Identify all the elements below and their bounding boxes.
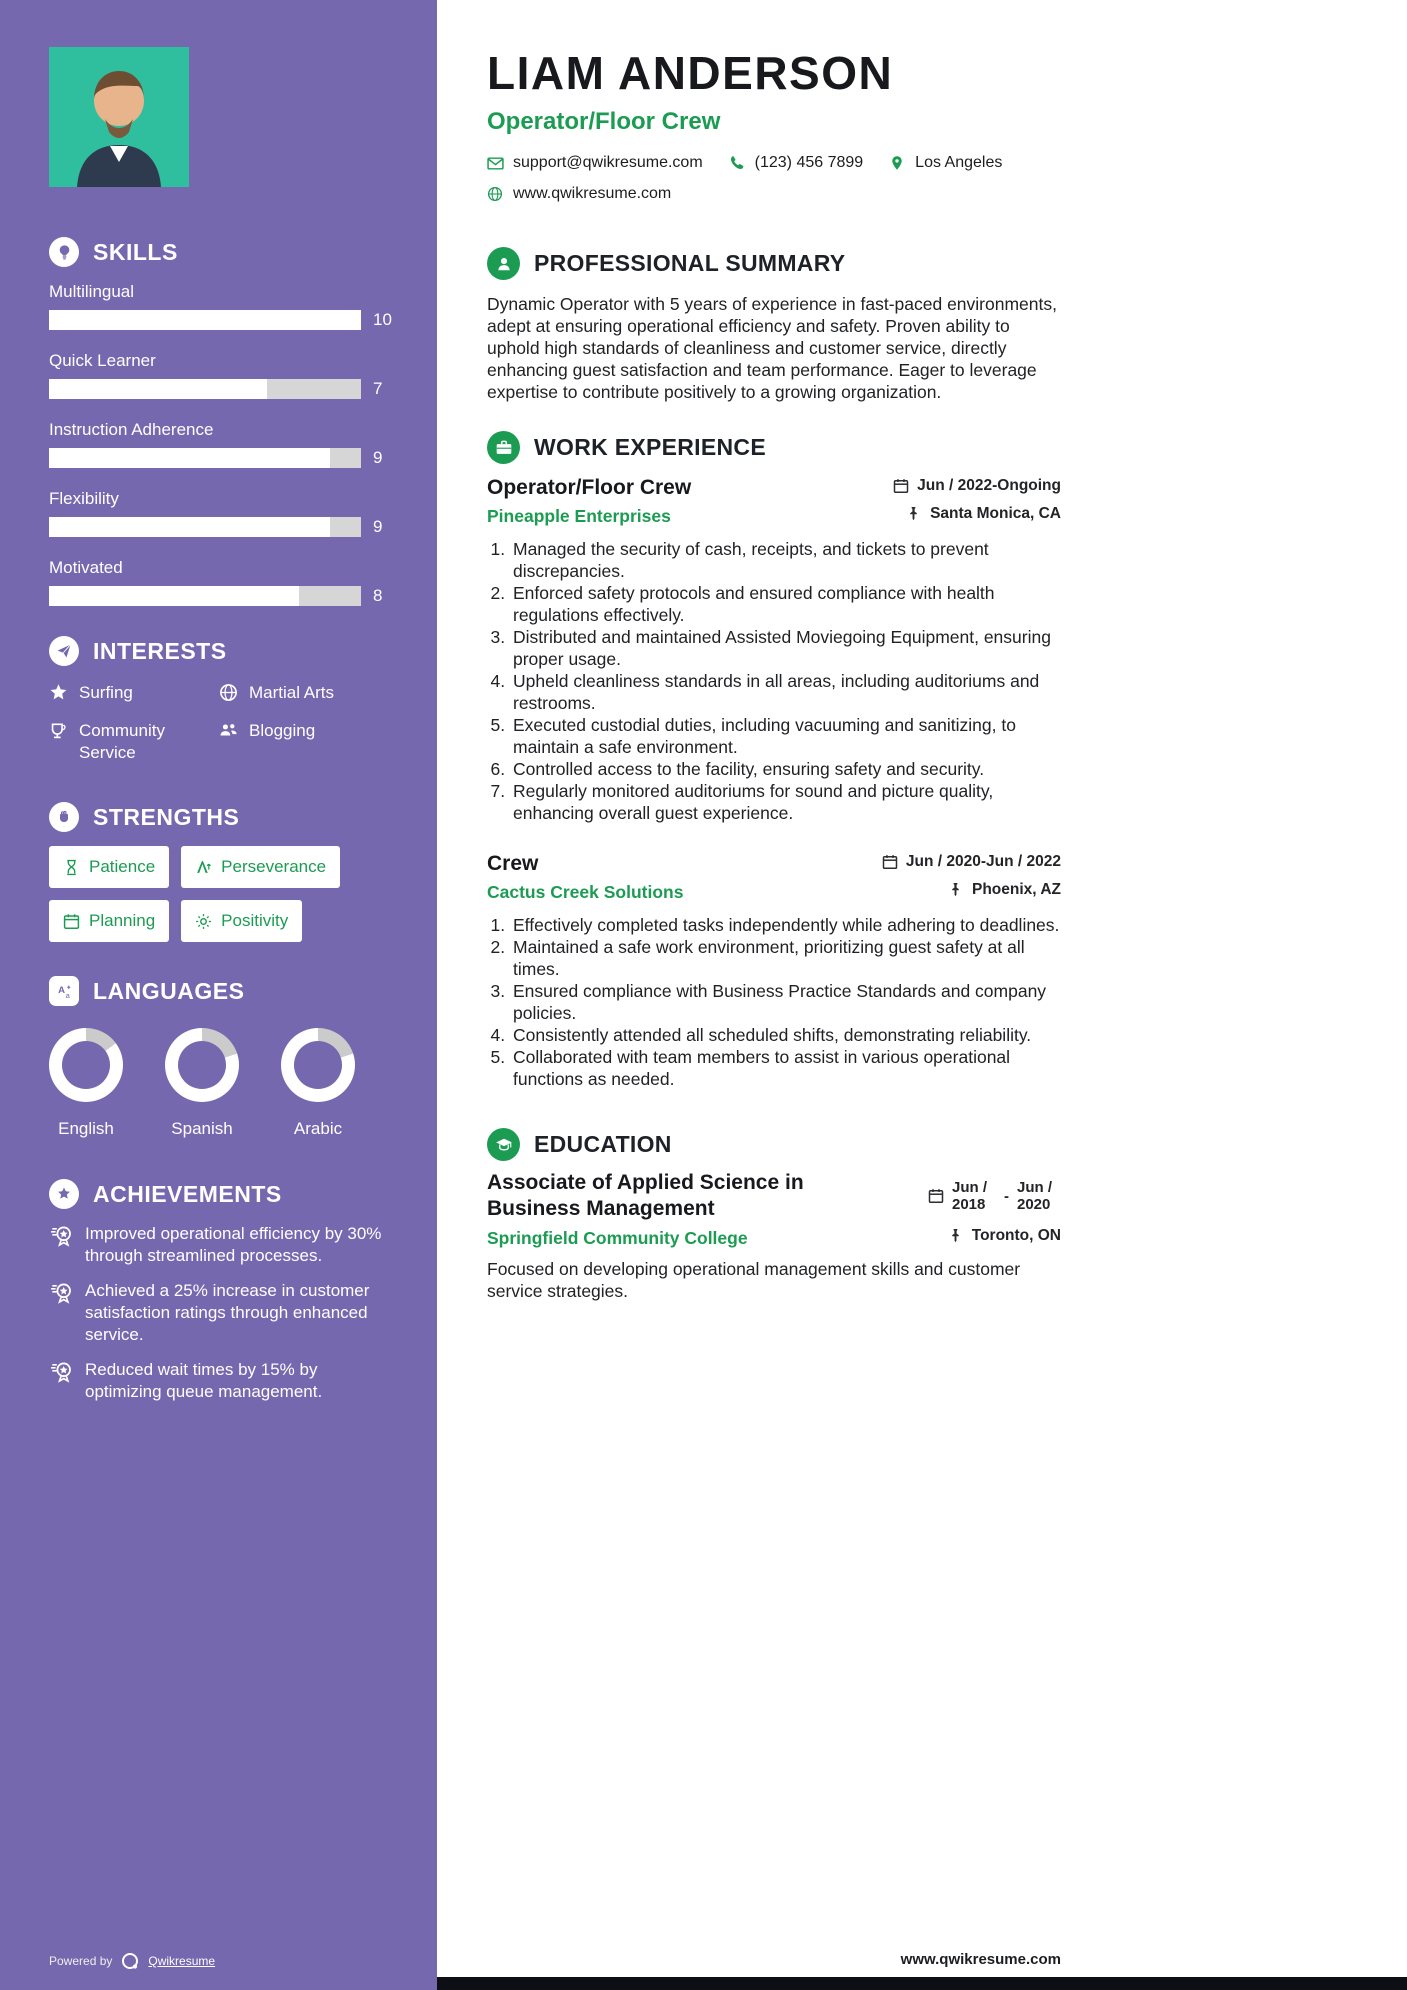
profile-photo-illustration bbox=[49, 47, 189, 187]
website-text: www.qwikresume.com bbox=[513, 185, 672, 202]
map-pin-icon bbox=[889, 155, 906, 172]
star-icon bbox=[49, 683, 68, 702]
job-dates-text: Jun / 2020-Jun / 2022 bbox=[905, 853, 1061, 870]
achievement-list bbox=[49, 1223, 393, 1403]
resume-job-title: Operator/Floor Crew bbox=[487, 108, 721, 135]
phone-text: (123) 456 7899 bbox=[754, 154, 864, 171]
email-item[interactable] bbox=[487, 154, 703, 172]
skill-bar-fill bbox=[49, 517, 330, 537]
interest-item bbox=[49, 682, 219, 704]
languages-section bbox=[49, 976, 393, 1139]
achievements-title: ACHIEVEMENTS bbox=[93, 1180, 282, 1207]
strength-list bbox=[49, 846, 379, 942]
letter-a-icon bbox=[195, 859, 212, 876]
strength-label: Perseverance bbox=[221, 857, 327, 876]
language-label: Arabic bbox=[293, 1119, 343, 1138]
languages-title: LANGUAGES bbox=[93, 977, 245, 1004]
skill-value: 7 bbox=[373, 379, 383, 398]
powered-by-label: Powered by bbox=[49, 1954, 113, 1968]
school-location-text: Toronto, ON bbox=[971, 1227, 1061, 1244]
interests-header bbox=[49, 636, 393, 666]
pushpin-icon bbox=[948, 1228, 964, 1244]
job-bullet: 4. Upheld cleanliness standards in all areas, including auditoriums and restrooms. bbox=[510, 670, 1061, 714]
interest-label: Community Service bbox=[79, 721, 165, 762]
work-experience-section bbox=[487, 431, 1061, 1090]
svg-text:A: A bbox=[57, 984, 65, 996]
work-experience-title: WORK EXPERIENCE bbox=[534, 434, 766, 460]
skill-bar bbox=[49, 379, 361, 399]
skill-name: Multilingual bbox=[49, 282, 135, 301]
achievements-section bbox=[49, 1179, 393, 1403]
job-entry bbox=[487, 476, 1061, 824]
skills-section bbox=[49, 237, 393, 606]
pushpin-icon bbox=[948, 882, 964, 898]
calendar-icon bbox=[882, 854, 898, 870]
language-item bbox=[281, 1028, 355, 1139]
location-text: Los Angeles bbox=[915, 154, 1003, 171]
language-donut bbox=[49, 1028, 123, 1102]
profile-photo bbox=[49, 47, 189, 187]
interest-list bbox=[49, 682, 393, 764]
language-item bbox=[165, 1028, 239, 1139]
strengths-title: STRENGTHS bbox=[93, 803, 240, 830]
language-label: Spanish bbox=[171, 1119, 233, 1138]
interests-title: INTERESTS bbox=[93, 637, 227, 664]
school-name: Springfield Community College bbox=[487, 1228, 748, 1248]
location-item bbox=[889, 154, 1002, 172]
skills-title: SKILLS bbox=[93, 238, 178, 265]
education-title: EDUCATION bbox=[534, 1131, 672, 1157]
medal-icon bbox=[49, 1224, 73, 1248]
job-dates bbox=[882, 853, 1061, 871]
ribbon-star-icon bbox=[49, 1179, 79, 1209]
paper-plane-icon bbox=[49, 636, 79, 666]
job-bullets bbox=[487, 914, 1061, 1090]
skill-item bbox=[49, 350, 393, 399]
summary-section bbox=[487, 247, 1061, 403]
job-location-text: Phoenix, AZ bbox=[972, 881, 1061, 898]
qwikresume-link[interactable]: Qwikresume bbox=[148, 1954, 216, 1968]
job-dates bbox=[893, 477, 1061, 495]
interest-label: Blogging bbox=[249, 721, 316, 740]
job-company: Cactus Creek Solutions bbox=[487, 882, 684, 902]
people-icon bbox=[219, 721, 238, 740]
cup-icon bbox=[49, 721, 68, 740]
achievement-text: Improved operational efficiency by 30% through streamlined processes. bbox=[85, 1224, 382, 1265]
language-label: English bbox=[58, 1119, 114, 1138]
work-experience-header bbox=[487, 431, 1061, 464]
achievements-header bbox=[49, 1179, 393, 1209]
strengths-header bbox=[49, 802, 393, 832]
school-location bbox=[948, 1227, 1061, 1245]
powered-by bbox=[49, 1951, 215, 1971]
job-bullet: 4. Consistently attended all scheduled shifts, demonstrating reliability. bbox=[510, 1024, 1061, 1046]
website-row bbox=[487, 185, 1061, 203]
job-entry bbox=[487, 852, 1061, 1090]
education-date-end: Jun / 2020 bbox=[1017, 1179, 1053, 1213]
skill-item bbox=[49, 419, 393, 468]
degree-title: Associate of Applied Science in Business Management bbox=[487, 1171, 804, 1220]
interest-label: Martial Arts bbox=[249, 683, 335, 702]
graduation-cap-icon bbox=[487, 1128, 520, 1161]
skill-bar bbox=[49, 586, 361, 606]
education-section bbox=[487, 1128, 1061, 1302]
strength-chip bbox=[181, 900, 302, 942]
achievement-text: Achieved a 25% increase in customer satisfaction ratings through enhanced service. bbox=[85, 1281, 370, 1344]
skill-name: Quick Learner bbox=[49, 351, 156, 370]
resume-name: LIAM ANDERSON bbox=[487, 47, 894, 99]
calendar-icon bbox=[928, 1188, 944, 1204]
job-location-text: Santa Monica, CA bbox=[930, 505, 1061, 522]
skill-bar bbox=[49, 448, 361, 468]
contact-row bbox=[487, 154, 1061, 172]
pushpin-icon bbox=[906, 506, 922, 522]
lightbulb-icon bbox=[49, 237, 79, 267]
job-bullet: 3. Distributed and maintained Assisted Moviegoing Equipment, ensuring proper usage. bbox=[510, 626, 1061, 670]
job-dates-text: Jun / 2022-Ongoing bbox=[917, 477, 1061, 494]
sun-icon bbox=[195, 913, 212, 930]
strength-label: Planning bbox=[89, 911, 156, 930]
interest-label: Surfing bbox=[79, 683, 133, 702]
phone-item bbox=[729, 154, 864, 172]
skill-item bbox=[49, 488, 393, 537]
job-bullet: 5. Collaborated with team members to assist in various operational functions as needed. bbox=[510, 1046, 1061, 1090]
strength-chip bbox=[49, 846, 169, 888]
language-donut bbox=[281, 1028, 355, 1102]
skill-item bbox=[49, 281, 393, 330]
interest-item bbox=[219, 682, 393, 704]
job-role: Operator/Floor Crew bbox=[487, 476, 692, 499]
summary-title: PROFESSIONAL SUMMARY bbox=[534, 250, 846, 276]
skill-value: 10 bbox=[373, 310, 392, 329]
interest-item bbox=[219, 720, 393, 764]
medal-icon bbox=[49, 1360, 73, 1384]
interests-section bbox=[49, 636, 393, 764]
job-bullets bbox=[487, 538, 1061, 824]
language-item bbox=[49, 1028, 123, 1139]
education-date-separator: - bbox=[1004, 1187, 1009, 1205]
skill-bar bbox=[49, 310, 361, 330]
envelope-icon bbox=[487, 155, 504, 172]
achievement-item bbox=[49, 1223, 393, 1267]
job-company: Pineapple Enterprises bbox=[487, 506, 671, 526]
globe-icon bbox=[487, 186, 504, 203]
main-content bbox=[487, 0, 1061, 1990]
medal-icon bbox=[49, 1281, 73, 1305]
skill-list bbox=[49, 281, 393, 606]
achievement-item bbox=[49, 1359, 393, 1403]
skills-header bbox=[49, 237, 393, 267]
skill-value: 9 bbox=[373, 517, 383, 536]
achievement-item bbox=[49, 1280, 393, 1346]
education-description: Focused on developing operational management skills and customer service strategies. bbox=[487, 1259, 1021, 1301]
language-list bbox=[49, 1028, 393, 1139]
education-dates bbox=[928, 1170, 1061, 1222]
languages-header bbox=[49, 976, 393, 1006]
skill-name: Instruction Adherence bbox=[49, 420, 214, 439]
interest-item bbox=[49, 720, 219, 764]
fist-icon bbox=[49, 802, 79, 832]
skill-bar-fill bbox=[49, 379, 267, 399]
svg-text:a: a bbox=[65, 990, 70, 1000]
job-bullet: 2. Maintained a safe work environment, prioritizing guest safety at all times. bbox=[510, 936, 1061, 980]
strength-label: Patience bbox=[89, 857, 156, 876]
job-bullet: 1. Effectively completed tasks independently while adhering to deadlines. bbox=[510, 914, 1061, 936]
sidebar bbox=[0, 0, 437, 1990]
skill-bar-fill bbox=[49, 448, 330, 468]
strength-chip bbox=[49, 900, 169, 942]
strength-chip bbox=[181, 846, 340, 888]
education-date-start: Jun / 2018 bbox=[952, 1179, 988, 1213]
job-bullet: 3. Ensured compliance with Business Practice Standards and company policies. bbox=[510, 980, 1061, 1024]
hourglass-icon bbox=[63, 859, 80, 876]
job-bullet: 2. Enforced safety protocols and ensured compliance with health regulations effectively. bbox=[510, 582, 1061, 626]
job-bullet: 1. Managed the security of cash, receipts, and tickets to prevent discrepancies. bbox=[510, 538, 1061, 582]
globe-icon bbox=[219, 683, 238, 702]
skill-bar-fill bbox=[49, 310, 361, 330]
website-item[interactable] bbox=[487, 185, 671, 203]
education-header bbox=[487, 1128, 1061, 1161]
bottom-strip bbox=[437, 1977, 1407, 1990]
skill-value: 8 bbox=[373, 586, 383, 605]
job-location bbox=[948, 881, 1061, 899]
skill-name: Flexibility bbox=[49, 489, 119, 508]
briefcase-icon bbox=[487, 431, 520, 464]
language-donut bbox=[165, 1028, 239, 1102]
email-text: support@qwikresume.com bbox=[513, 154, 703, 171]
skill-value: 9 bbox=[373, 448, 383, 467]
qwikresume-logo-icon bbox=[120, 1951, 140, 1971]
skill-name: Motivated bbox=[49, 558, 123, 577]
strength-label: Positivity bbox=[221, 911, 289, 930]
summary-header bbox=[487, 247, 1061, 280]
job-bullet: 7. Regularly monitored auditoriums for sound and picture quality, enhancing overall guest experience. bbox=[510, 780, 1061, 824]
achievement-text: Reduced wait times by 15% by optimizing queue management. bbox=[85, 1360, 323, 1401]
skill-item bbox=[49, 557, 393, 606]
job-bullet: 6. Controlled access to the facility, ensuring safety and security. bbox=[510, 758, 1061, 780]
strengths-section bbox=[49, 802, 393, 942]
page-footer-website[interactable]: www.qwikresume.com bbox=[900, 1951, 1061, 1968]
calendar-icon bbox=[63, 913, 80, 930]
skill-bar bbox=[49, 517, 361, 537]
skill-bar-fill bbox=[49, 586, 299, 606]
job-location bbox=[906, 505, 1061, 523]
job-role: Crew bbox=[487, 852, 539, 875]
calendar-icon bbox=[893, 478, 909, 494]
person-icon bbox=[487, 247, 520, 280]
job-bullet: 5. Executed custodial duties, including vacuuming and sanitizing, to maintain a safe environment. bbox=[510, 714, 1061, 758]
summary-text: Dynamic Operator with 5 years of experience in fast-paced environments, adept at ensuring operational efficiency and safety. Proven ability to uphold high standards of cleanliness and customer service, directly enhancing guest satisfaction and team performance. Eager to leverage expertise to contribute positively to a growing organization. bbox=[487, 294, 1057, 402]
phone-icon bbox=[729, 155, 746, 172]
translate-icon bbox=[49, 976, 79, 1006]
